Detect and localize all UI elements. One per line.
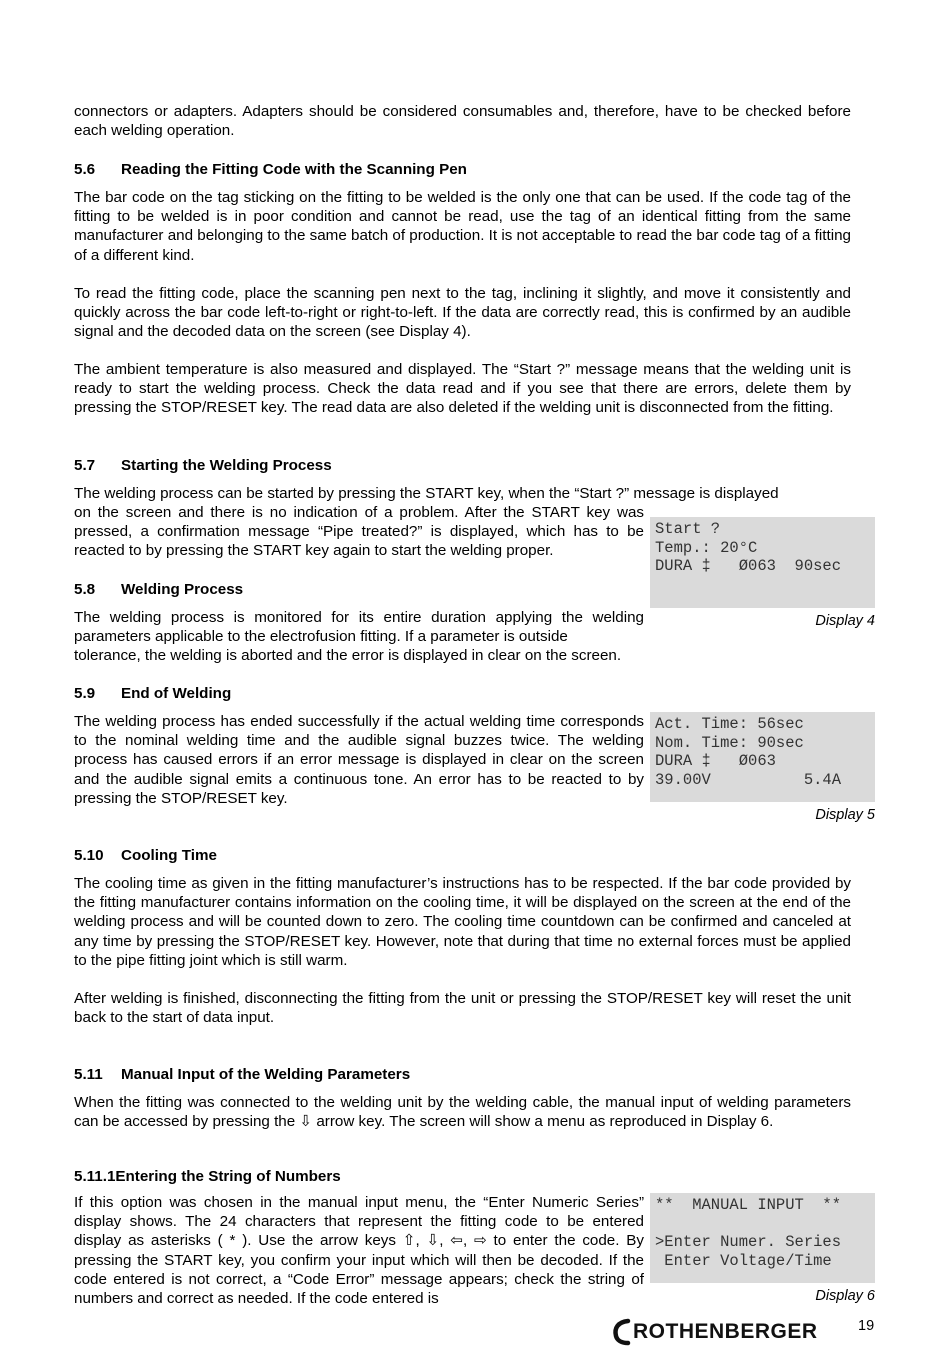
paragraph-5-7-1b: on the screen and there is no indication of a problem. After the START key was pressed, a confirmation message “Pipe treated?” is displayed, which has to be reacted to by pressing the START key again to start the welding proper.	[74, 504, 644, 560]
heading-5-11	[74, 1065, 410, 1084]
paragraph-5-6-2: To read the fitting code, place the scanning pen next to the tag, inclining it slightly, and move it consistently and quickly across the bar code left-to-right or right-to-left. If the data are correctly read, this is confirmed by an audible signal and the decoded data on the screen (see Display 4).	[74, 285, 851, 341]
section-number: 5.7	[74, 457, 96, 474]
page-number: 19	[858, 1318, 875, 1334]
lcd-line: ** MANUAL INPUT **	[655, 1196, 842, 1214]
lcd-line: Act. Time: 56sec	[655, 715, 804, 733]
lcd-line: Temp.: 20°C	[655, 538, 758, 557]
display-5-caption: Display 5	[815, 807, 875, 823]
lcd-line: 39.00V 5.4A	[655, 770, 842, 789]
section-number: 5.10	[74, 847, 104, 864]
lcd-display-5	[650, 712, 875, 802]
section-number: 5.6	[74, 161, 96, 178]
section-number: 5.11	[74, 1066, 103, 1083]
paragraph-5-8-1: The welding process is monitored for its entire duration applying the welding parameters applicable to the electrofusion fitting. If a parameter is outside	[74, 609, 644, 646]
lcd-line: Nom. Time: 90sec	[655, 733, 804, 752]
section-number: 5.9	[74, 685, 96, 702]
paragraph-5-11-1: When the fitting was connected to the welding unit by the welding cable, the manual input of welding parameters can be accessed by pressing the ⇩ arrow key. The screen will show a menu as reproduced in Display 6.	[74, 1094, 851, 1131]
section-title: Reading the Fitting Code with the Scanning Pen	[121, 161, 467, 178]
heading-5-7	[74, 456, 332, 475]
section-title: Welding Process	[121, 581, 244, 598]
heading-5-8	[74, 580, 243, 599]
section-number: 5.8	[74, 581, 96, 598]
section-title: End of Welding	[121, 685, 232, 702]
lcd-line: DURA ‡ Ø063 90sec	[655, 557, 842, 575]
paragraph-5-11-1-1: If this option was chosen in the manual input menu, the “Enter Numeric Series” display shows. The 24 characters that represent the fitting code to be entered display as asterisks ( * ). Use the arrow keys ⇧, ⇩, ⇦, ⇨ to enter the code. By pressing the START key, you confirm your input which will then be decoded. If the code entered is not correct, a “Code Error” message appears; check the string of numbers and correct as needed. If the code entered is	[74, 1194, 644, 1308]
paragraph-5-8-1-end: tolerance, the welding is aborted and the error is displayed in clear on the screen.	[74, 647, 622, 664]
section-number: 5.11.1	[74, 1168, 116, 1185]
brand-wordmark: ROTHENBERGER	[633, 1320, 818, 1343]
display-6-caption: Display 6	[815, 1288, 875, 1304]
brand-logo	[612, 1316, 818, 1348]
brand-swoosh-icon	[612, 1318, 632, 1346]
paragraph-5-10-2: After welding is finished, disconnecting the fitting from the unit or pressing the STOP/RESET key will reset the unit back to the start of data input.	[74, 990, 851, 1027]
lcd-line: DURA ‡ Ø063	[655, 752, 776, 770]
lcd-display-4	[650, 517, 875, 608]
lcd-line: Start ?	[655, 520, 721, 538]
lcd-line: >Enter Numer. Series	[655, 1233, 842, 1251]
heading-5-10	[74, 846, 217, 865]
display-4-caption: Display 4	[815, 613, 875, 629]
paragraph-5-10-1: The cooling time as given in the fitting manufacturer’s instructions has to be respected. If the bar code provided by the fitting manufacturer contains information on the cooling time, it will be displayed on the screen at the end of the welding process and will be counted down to zero. The cooling time countdown can be confirmed and canceled at any time by pressing the STOP/RESET key. However, note that during that time no external forces must be applied to the pipe fitting joint which is still warm.	[74, 875, 851, 969]
section-title: Cooling Time	[121, 847, 217, 864]
heading-5-11-1	[74, 1167, 341, 1186]
lcd-line: Enter Voltage/Time	[655, 1251, 832, 1270]
heading-5-9	[74, 684, 231, 703]
paragraph-5-9-1: The welding process has ended successfully if the actual welding time corresponds to the nominal welding time and the audible signal buzzes twice. The welding process has caused errors if an error message is displayed in clear on the screen and the audible signal emits a continuous tone. An error has to be reacted to by pressing the STOP/RESET key.	[74, 713, 644, 807]
heading-5-6	[74, 160, 467, 179]
lcd-line	[655, 1215, 875, 1234]
paragraph-5-6-1: The bar code on the tag sticking on the fitting to be welded is the only one that can be used. If the code tag of the fitting to be welded is in poor condition and cannot be read, use the tag of an identical fitting from the same manufacturer and belonging to the same batch of production. It is not acceptable to read the bar code tag of a fitting of a different kind.	[74, 189, 851, 264]
paragraph-5-6-3: The ambient temperature is also measured and displayed. The “Start ?” message means that the welding unit is ready to start the welding process. Check the data read and if you see that there are errors, delete them by pressing the STOP/RESET key. The read data are also deleted if the welding unit is disconnected from the fitting.	[74, 361, 851, 417]
intro-paragraph: connectors or adapters. Adapters should be considered consumables and, therefore, have to be checked before each welding operation.	[74, 103, 851, 140]
lcd-display-6	[650, 1193, 875, 1283]
paragraph-5-7-1a: The welding process can be started by pressing the START key, when the “Start ?” message is displayed	[74, 485, 779, 502]
section-title: Manual Input of the Welding Parameters	[121, 1066, 411, 1083]
section-title: Entering the String of Numbers	[115, 1168, 341, 1185]
section-title: Starting the Welding Process	[121, 457, 332, 474]
